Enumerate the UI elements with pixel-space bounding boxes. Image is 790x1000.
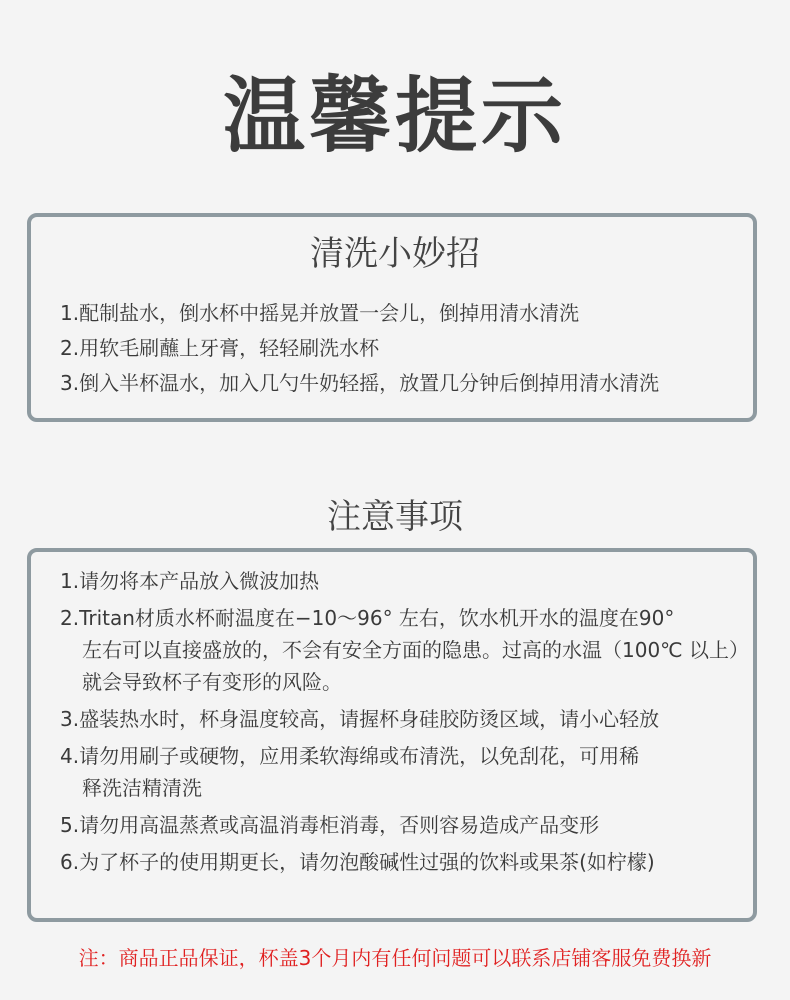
precaution-text-continued: 释洗洁精清洗 bbox=[82, 776, 202, 800]
precautions-heading: 注意事项 bbox=[327, 497, 463, 537]
precaution-text: 4.请勿用刷子或硬物，应用柔软海绵或布清洗，以免刮花，可用稀 bbox=[60, 744, 640, 768]
cleaning-tip-item: 2.用软毛刷蘸上牙膏，轻轻刷洗水杯 bbox=[60, 336, 380, 360]
cleaning-tip-item: 1.配制盐水，倒水杯中摇晃并放置一会儿，倒掉用清水清洗 bbox=[60, 301, 580, 325]
precaution-item bbox=[60, 846, 760, 878]
precaution-item bbox=[60, 740, 760, 804]
precaution-text: 5.请勿用高温蒸煮或高温消毒柜消毒，否则容易造成产品变形 bbox=[60, 813, 600, 837]
precaution-item bbox=[60, 602, 760, 698]
cleaning-tips-list bbox=[60, 296, 760, 401]
precaution-item bbox=[60, 703, 760, 735]
precaution-item bbox=[60, 565, 760, 597]
warranty-note: 注：商品正品保证，杯盖3个月内有任何问题可以联系店铺客服免费换新 bbox=[78, 946, 712, 970]
precaution-text-continued: 左右可以直接盛放的，不会有安全方面的隐患。过高的水温（100℃ 以上）就会导致杯子有变形的风险。 bbox=[82, 638, 749, 694]
precaution-item bbox=[60, 809, 760, 841]
cleaning-tips-heading: 清洗小妙招 bbox=[310, 234, 480, 274]
precautions-list bbox=[60, 565, 760, 883]
precaution-text: 2.Tritan材质水杯耐温度在−10～96° 左右，饮水机开水的温度在90° bbox=[60, 606, 675, 630]
cleaning-tip-item: 3.倒入半杯温水，加入几勺牛奶轻摇，放置几分钟后倒掉用清水清洗 bbox=[60, 371, 660, 395]
precaution-text: 6.为了杯子的使用期更长，请勿泡酸碱性过强的饮料或果茶(如柠檬) bbox=[60, 850, 655, 874]
precaution-text: 3.盛装热水时，杯身温度较高，请握杯身硅胶防烫区域，请小心轻放 bbox=[60, 707, 660, 731]
precaution-text: 1.请勿将本产品放入微波加热 bbox=[60, 569, 320, 593]
page-title: 温馨提示 bbox=[222, 69, 567, 164]
